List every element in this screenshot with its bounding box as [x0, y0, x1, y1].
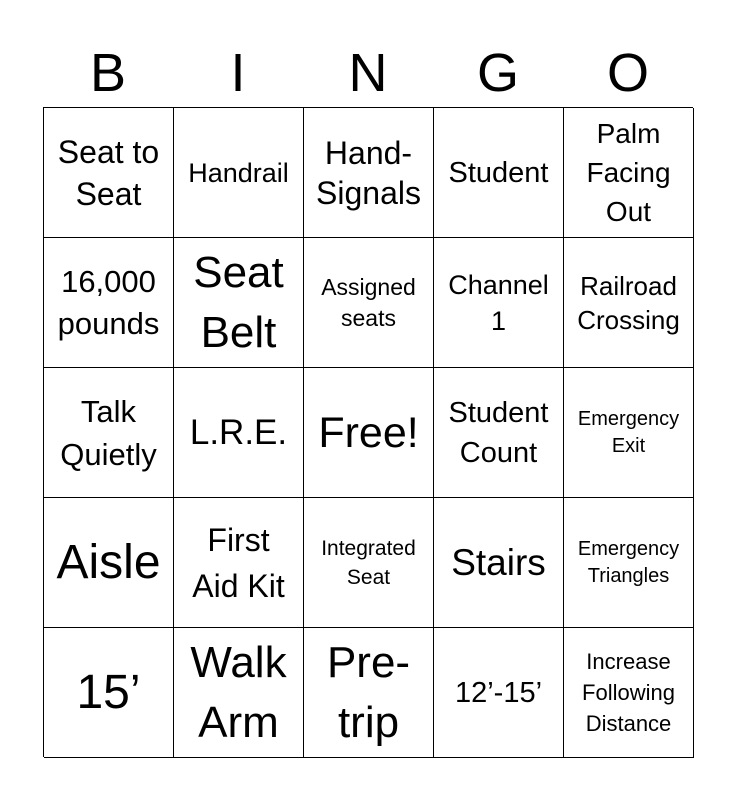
bingo-cell: Seat Belt — [174, 238, 304, 368]
bingo-cell: Railroad Crossing — [564, 238, 694, 368]
bingo-cell: Hand- Signals — [304, 108, 434, 238]
bingo-cell: 16,000 pounds — [44, 238, 174, 368]
bingo-board — [43, 107, 693, 757]
header-letter-i: I — [230, 43, 246, 103]
bingo-cell: Seat to Seat — [44, 108, 174, 238]
bingo-cell: Emergency Exit — [564, 368, 694, 498]
bingo-cell: Talk Quietly — [44, 368, 174, 498]
bingo-cell: Increase Following Distance — [564, 628, 694, 758]
bingo-cell: Walk Arm — [174, 628, 304, 758]
bingo-cell: Student Count — [434, 368, 564, 498]
bingo-cell: Student — [434, 108, 564, 238]
bingo-cell: Palm Facing Out — [564, 108, 694, 238]
header-letter-n: N — [348, 43, 388, 103]
bingo-header — [43, 40, 693, 106]
header-letter-g: G — [476, 43, 519, 103]
bingo-cell: Pre- trip — [304, 628, 434, 758]
bingo-cell: Emergency Triangles — [564, 498, 694, 628]
bingo-cell: 12’-15’ — [434, 628, 564, 758]
bingo-cell: L.R.E. — [174, 368, 304, 498]
bingo-cell: Free! — [304, 368, 434, 498]
bingo-cell: Stairs — [434, 498, 564, 628]
bingo-cell: Integrated Seat — [304, 498, 434, 628]
bingo-cell: 15’ — [44, 628, 174, 758]
bingo-cell: Channel 1 — [434, 238, 564, 368]
bingo-cell: First Aid Kit — [174, 498, 304, 628]
bingo-cell: Aisle — [44, 498, 174, 628]
header-letter-o: O — [606, 43, 649, 103]
bingo-cell: Handrail — [174, 108, 304, 238]
bingo-cell: Assigned seats — [304, 238, 434, 368]
header-letter-b: B — [89, 43, 127, 103]
